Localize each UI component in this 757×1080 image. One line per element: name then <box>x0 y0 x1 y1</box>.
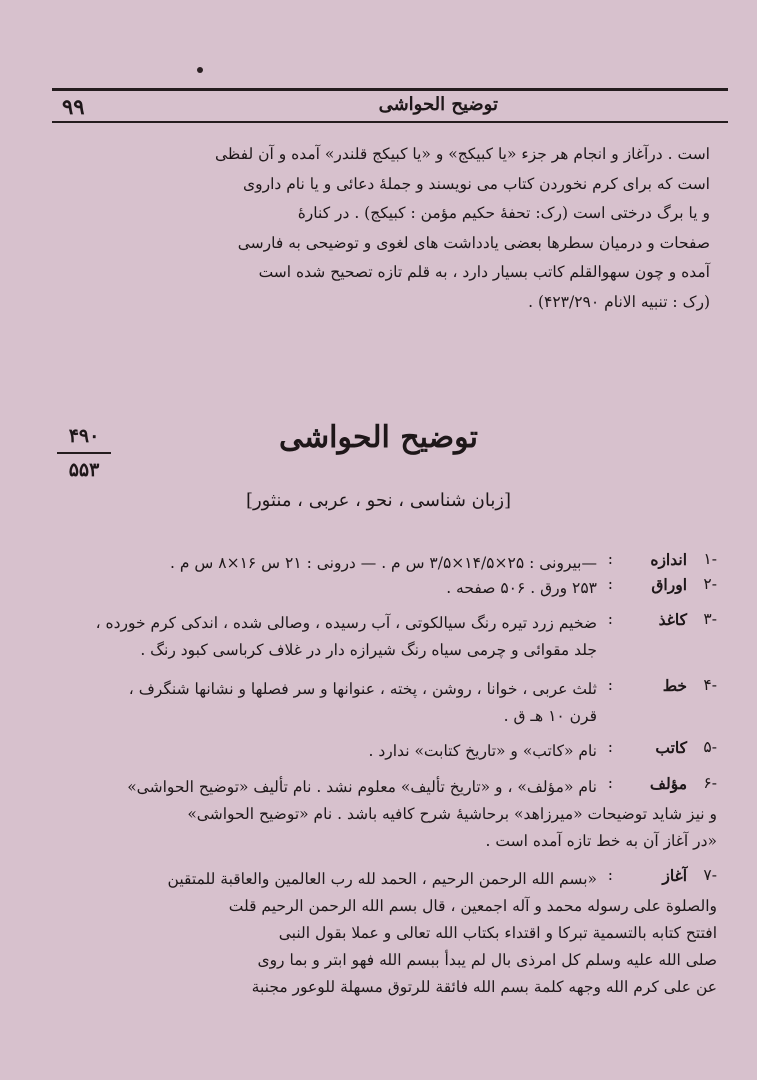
running-header <box>52 88 728 126</box>
entry-colon: : <box>607 610 613 628</box>
entry-text <box>52 676 597 730</box>
intro-line: (رک : تنبیه الانام ۴۲۳/۲۹۰) . <box>528 292 710 311</box>
intro-paragraph <box>58 140 710 317</box>
entry-line: «در آغاز آن به خط تازه آمده است . <box>485 832 717 850</box>
entry-text <box>52 575 597 602</box>
entry-line: والصلوة علی رسوله محمد و آله اجمعین ، قال بسم الله الرحمن الرحیم قلت <box>228 897 717 915</box>
entry-label: کاتب <box>655 738 687 757</box>
entry-line: ضخیم زرد تیره رنگ سیالکوتی ، آب رسیده ، وصالی شده ، اندکی کرم خورده ، <box>95 614 597 632</box>
entry-line: —بیرونی : ۲۵×۱۴/۵×۳/۵ س م . — درونی : ۲۱ س ۱۶×۸ س م . <box>170 554 597 572</box>
entry-text <box>52 610 597 664</box>
entry-label: خط <box>662 676 687 695</box>
entry-line: عن علی کرم الله وجهه کلمة بسم الله فائقة للرتوق مسهلة للوعور مجنبة <box>251 978 717 996</box>
entry-colon: : <box>607 866 613 884</box>
intro-line: صفحات و درمیان سطرها بعضی یادداشت های لغوی و توضیحی به فارسی <box>237 233 710 252</box>
entry-text <box>52 550 597 577</box>
entry-number: -۵ <box>703 738 717 756</box>
entry-number: -۳ <box>703 610 717 628</box>
header-rule-bottom <box>52 121 728 123</box>
entry-line: صلی الله علیه وسلم کل امرذی بال لم یبدأ ببسم الله فهو ابتر و بما روی <box>257 951 717 969</box>
intro-line: آمده و چون سهوالقلم کاتب بسیار دارد ، به قلم تازه تصحیح شده است <box>258 263 710 281</box>
entry-line: نام «کاتب» و «تاریخ کتابت» ندارد . <box>368 742 597 760</box>
section-subtitle: [زبان شناسی ، نحو ، عربی ، منثور] <box>245 490 512 511</box>
entry-label: اوراق <box>651 575 687 594</box>
intro-line: است که برای کرم نخوردن کتاب می نویسند و جملهٔ دعائی و یا نام داروی <box>242 174 710 193</box>
header-rule-top <box>52 88 728 91</box>
entry-line: جلد مقوائی و چرمی سیاه رنگ شیرازه دار در غلاف کرباسی کبود رنگ . <box>140 641 597 659</box>
entry-line: نام «مؤلف» ، و «تاریخ تألیف» معلوم نشد . نام تألیف «توضیح الحواشی» <box>127 778 597 796</box>
entry-number: -۱ <box>703 550 717 568</box>
entry-colon: : <box>607 738 613 756</box>
manuscript-number-top: ۴۹۰ <box>57 420 111 454</box>
entry-number: -۷ <box>703 866 717 884</box>
manuscript-number-bottom: ۵۵۳ <box>68 459 100 481</box>
entry-colon: : <box>607 550 613 568</box>
page-number: ۹۹ <box>62 94 85 119</box>
entry-text <box>52 774 717 855</box>
entry-label: مؤلف <box>649 774 687 793</box>
entry-line: افتتح کتابه بالتسمیة تبرکا و اقتداء بکتاب الله تعالی و عملا بقول النبی <box>278 924 717 942</box>
entry-colon: : <box>607 575 613 593</box>
entry-line: قرن ۱۰ هـ ق . <box>503 707 597 725</box>
entry-label: اندازه <box>650 550 687 569</box>
entry-number: -۴ <box>703 676 717 694</box>
entry-number: -۶ <box>703 774 717 792</box>
entry-colon: : <box>607 676 613 694</box>
entry-line: ۲۵۳ ورق . ۵۰۶ صفحه . <box>446 579 597 597</box>
entry-label: آغاز <box>662 866 687 885</box>
intro-line: است . درآغاز و انجام هر جزء «یا کبیکج» و «یا کبیکج قلندر» آمده و آن لفظی <box>214 145 710 163</box>
entry-line: ثلث عربی ، خوانا ، روشن ، پخته ، عنوانها و سر فصلها و نشانها شنگرف ، <box>128 680 597 698</box>
entry-text <box>52 738 597 765</box>
ink-dot <box>197 67 203 73</box>
intro-line: و یا برگ درختی است (رک: تحفهٔ حکیم مؤمن : کبیکج) . در کنارهٔ <box>297 204 710 222</box>
section-title: توضیح الحواشی <box>279 420 478 455</box>
entry-line: و نیز شاید توضیحات «میرزاهد» برحاشیهٔ شرح کافیه باشد . نام «توضیح الحواشی» <box>187 805 717 823</box>
entry-label: کاغذ <box>658 610 687 629</box>
running-header-title: توضیح الحواشی <box>378 94 498 115</box>
entry-number: -۲ <box>703 575 717 593</box>
entry-line: «بسم الله الرحمن الرحیم ، الحمد لله رب العالمین والعاقبة للمتقین <box>167 870 597 888</box>
entry-colon: : <box>607 774 613 792</box>
